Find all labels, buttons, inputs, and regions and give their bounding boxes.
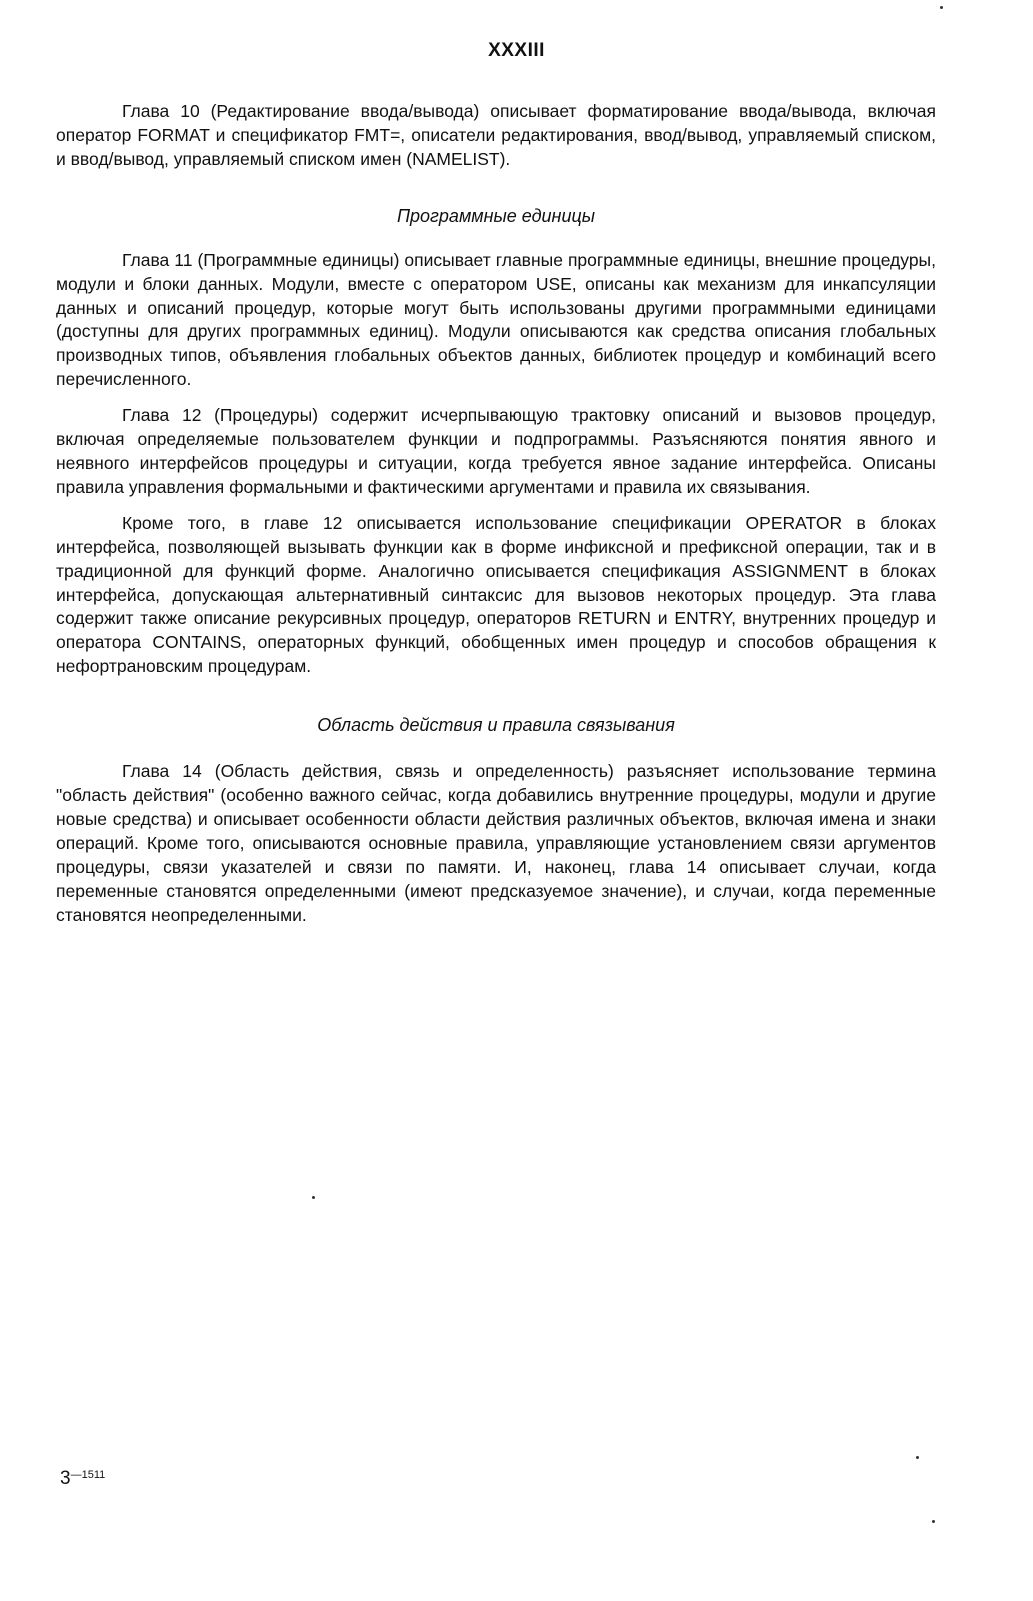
scan-speck [932, 1520, 935, 1523]
signature-main: 3 [60, 1468, 71, 1489]
section-heading-scope: Область действия и правила связывания [317, 715, 675, 736]
paragraph-chapter-11: Глава 11 (Программные единицы) описывает главные программные единицы, внешние процедуры, модули и блоки данных. Модули, вместе с оператором USE, описаны как механизм для инкапсуляции данных и описаний процедур, которые могут быть использованы другими программными единицами (доступны для других программных единиц). Модули описываются как средства описания глобальных производных типов, объявления глобальных объектов данных, библиотек процедур и комбинаций всего перечисленного. [56, 249, 936, 390]
signature-mark [60, 1468, 105, 1490]
paragraph-chapter-10: Глава 10 (Редактирование ввода/вывода) описывает форматирование ввода/вывода, включая оператор FORMAT и спецификатор FMT=, описатели редактирования, ввод/вывод, управляемый списком, и ввод/вывод, управляемый списком имен (NAMELIST). [56, 101, 936, 169]
scan-speck [916, 1456, 919, 1459]
scan-speck [940, 6, 943, 9]
paragraph-operator-spec: Кроме того, в главе 12 описывается использование спецификации OPERATOR в блоках интерфейса, позволяющей вызывать функции как в форме инфиксной и префиксной операции, так и в традиционной для функций форме. Аналогично описывается спецификация ASSIGNMENT в блоках интерфейса, допускающая альтернативный синтаксис для вызовов некоторых процедур. Эта глава содержит также описание рекурсивных процедур, операторов RETURN и ENTRY, внутренних процедур и оператора CONTAINS, операторных функций, обобщенных имен процедур и способов обращения к нефортрановским процедурам. [56, 512, 936, 677]
page-number: XXXIII [488, 40, 545, 61]
signature-sup: —1511 [70, 1469, 106, 1481]
body-text [56, 100, 936, 927]
scan-speck [312, 1196, 315, 1199]
section-heading-program-units: Программные единицы [396, 205, 596, 226]
paragraph-chapter-12: Глава 12 (Процедуры) содержит исчерпывающую трактовку описаний и вызовов процедур, включая определяемые пользователем функции и подпрограммы. Разъясняются понятия явного и неявного интерфейсов процедуры и ситуации, когда требуется явное задание интерфейса. Описаны правила управления формальными и фактическими аргументами и правила их связывания. [56, 405, 936, 497]
paragraph-chapter-14: Глава 14 (Область действия, связь и определенность) разъясняет использование термина "область действия" (особенно важного сейчас, когда добавились внутренние процедуры, модули и другие новые средства) и описывает особенности области действия различных объектов, включая имена и знаки операций. Кроме того, описываются основные правила, управляющие установлением связи аргументов процедуры, связи указателей и связи по памяти. И, наконец, глава 14 описывает случаи, когда переменные становятся определенными (имеют предсказуемое значение), и случаи, когда переменные становятся неопределенными. [56, 761, 936, 925]
